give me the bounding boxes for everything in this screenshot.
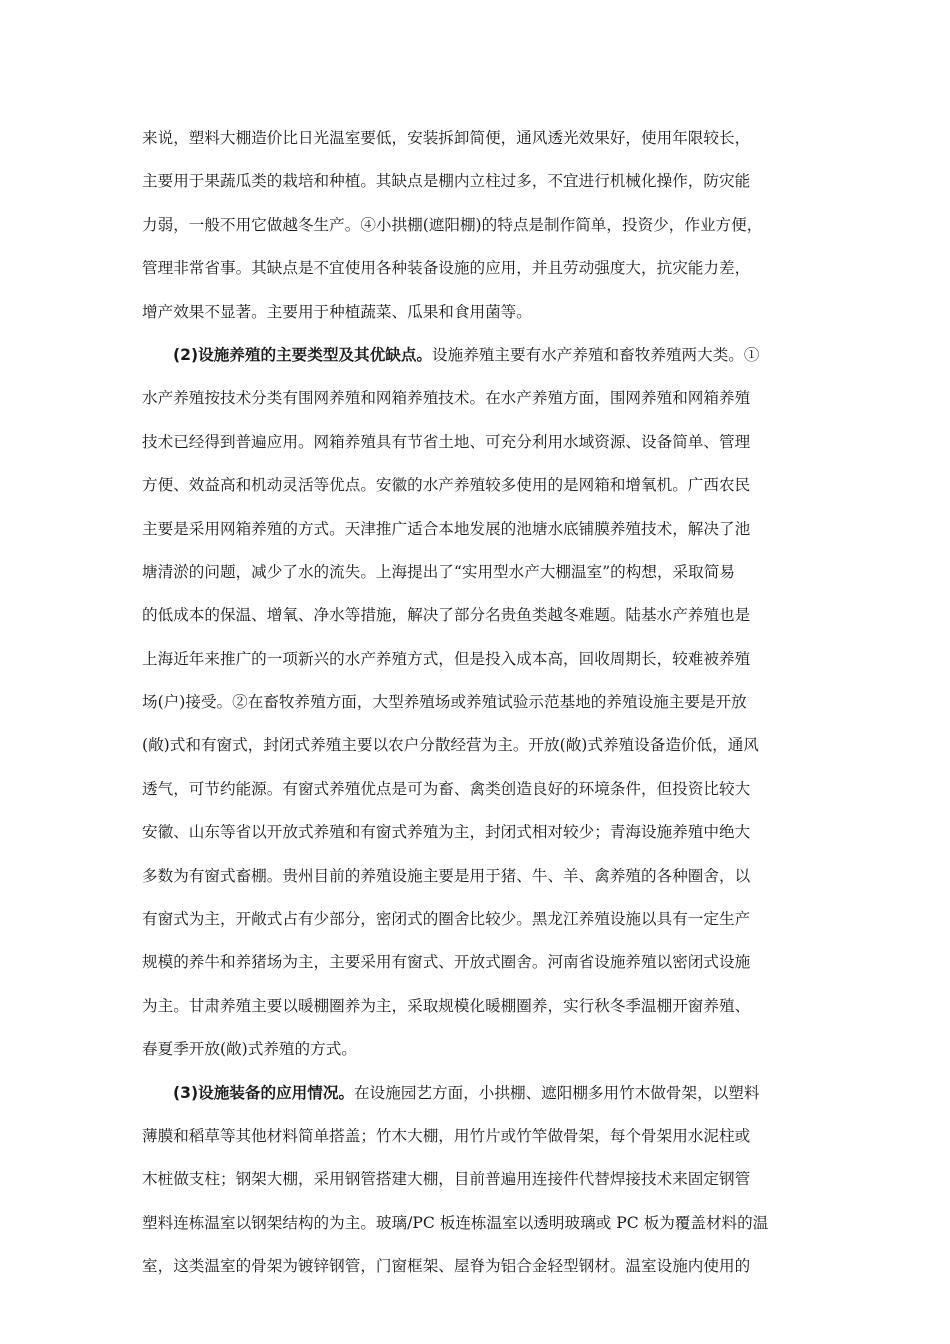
- text-line: 为主。甘肃养殖主要以暖棚圈养为主，采取规模化暖棚圈养，实行秋冬季温棚开窗养殖、: [142, 996, 751, 1015]
- text-line: 方便、效益高和机动灵活等优点。安徽的水产养殖较多使用的是网箱和增氧机。广西农民: [142, 476, 751, 495]
- text-line: 薄膜和稻草等其他材料简单搭盖；竹木大棚，用竹片或竹竿做骨架，每个骨架用水泥柱或: [142, 1126, 751, 1145]
- text-line: (敞)式和有窗式，封闭式养殖主要以农户分散经营为主。开放(敞)式养殖设备造价低，通风: [142, 736, 759, 755]
- text-line: 春夏季开放(敞)式养殖的方式。: [142, 1040, 357, 1059]
- text-line: 来说，塑料大棚造价比日光温室要低，安装拆卸简便，通风透光效果好，使用年限较长，: [142, 129, 751, 147]
- text-line: 有窗式为主，开敞式占有少部分，密闭式的圈舍比较少。黑龙江养殖设施以具有一定生产: [142, 910, 751, 929]
- text-line: 规模的养牛和养猪场为主，主要采用有窗式、开放式圈舍。河南省设施养殖以密闭式设施: [142, 953, 751, 972]
- text-line: 安徽、山东等省以开放式养殖和有窗式养殖为主，封闭式相对较少；青海设施养殖中绝大: [142, 823, 751, 842]
- paragraph-first-line: [142, 1072, 822, 1115]
- text-line: 管理非常省事。其缺点是不宜使用各种装备设施的应用，并且劳动强度大，抗灾能力差，: [142, 259, 751, 278]
- paragraph-first-line: [142, 334, 822, 377]
- text-line: 增产效果不显著。主要用于种植蔬菜、瓜果和食用菌等。: [142, 302, 532, 321]
- paragraph-equipment-application: [142, 1072, 822, 1289]
- paragraph-facility-breeding: [142, 334, 822, 1072]
- section-heading: (2)设施养殖的主要类型及其优缺点。: [173, 345, 433, 364]
- text-line: 多数为有窗式畜棚。贵州目前的养殖设施主要是用于猪、牛、羊、禽养殖的各种圈舍，以: [142, 866, 751, 885]
- text-line: 塑料连栋温室以钢架结构的为主。玻璃/PC 板连栋温室以透明玻璃或 PC 板为覆盖材料的温: [142, 1213, 769, 1232]
- text-line: 主要用于果蔬瓜类的栽培和种植。其缺点是棚内立柱过多，不宜进行机械化操作，防灾能: [142, 172, 751, 191]
- text-line: 塘清淤的问题，减少了水的流失。上海提出了“实用型水产大棚温室”的构想，采取简易: [142, 562, 735, 581]
- text-line: 主要是采用网箱养殖的方式。天津推广适合本地发展的池塘水底铺膜养殖技术，解决了池: [142, 519, 751, 538]
- text-line: 水产养殖按技术分类有围网养殖和网箱养殖技术。在水产养殖方面，围网养殖和网箱养殖: [142, 389, 751, 408]
- text-run: 在设施园艺方面，小拱棚、遮阳棚多用竹木做骨架，以塑料: [354, 1083, 760, 1102]
- text-line: 木桩做支柱；钢架大棚，采用钢管搭建大棚，目前普遍用连接件代替焊接技术来固定钢管: [142, 1170, 751, 1189]
- text-line: 力弱，一般不用它做越冬生产。④小拱棚(遮阳棚)的特点是制作简单，投资少，作业方便，: [142, 215, 763, 234]
- paragraph-plastic-greenhouse: [142, 117, 822, 334]
- section-heading: (3)设施装备的应用情况。: [173, 1083, 355, 1102]
- text-line: 室，这类温室的骨架为镀锌钢管，门窗框架、屋脊为铝合金轻型钢材。温室设施内使用的: [142, 1257, 751, 1276]
- text-line: 透气，可节约能源。有窗式养殖优点是可为畜、禽类创造良好的环境条件，但投资比较大: [142, 779, 751, 798]
- text-line: 场(户)接受。②在畜牧养殖方面，大型养殖场或养殖试验示范基地的养殖设施主要是开放: [142, 693, 747, 712]
- text-line: 技术已经得到普遍应用。网箱养殖具有节省土地、可充分利用水域资源、设备简单、管理: [142, 432, 751, 451]
- document-body: [142, 117, 822, 1289]
- text-line: 的低成本的保温、增氧、净水等措施，解决了部分名贵鱼类越冬难题。陆基水产养殖也是: [142, 606, 751, 625]
- text-line: 上海近年来推广的一项新兴的水产养殖方式，但是投入成本高，回收周期长，较难被养殖: [142, 649, 751, 668]
- text-run: 设施养殖主要有水产养殖和畜牧养殖两大类。①: [432, 345, 760, 364]
